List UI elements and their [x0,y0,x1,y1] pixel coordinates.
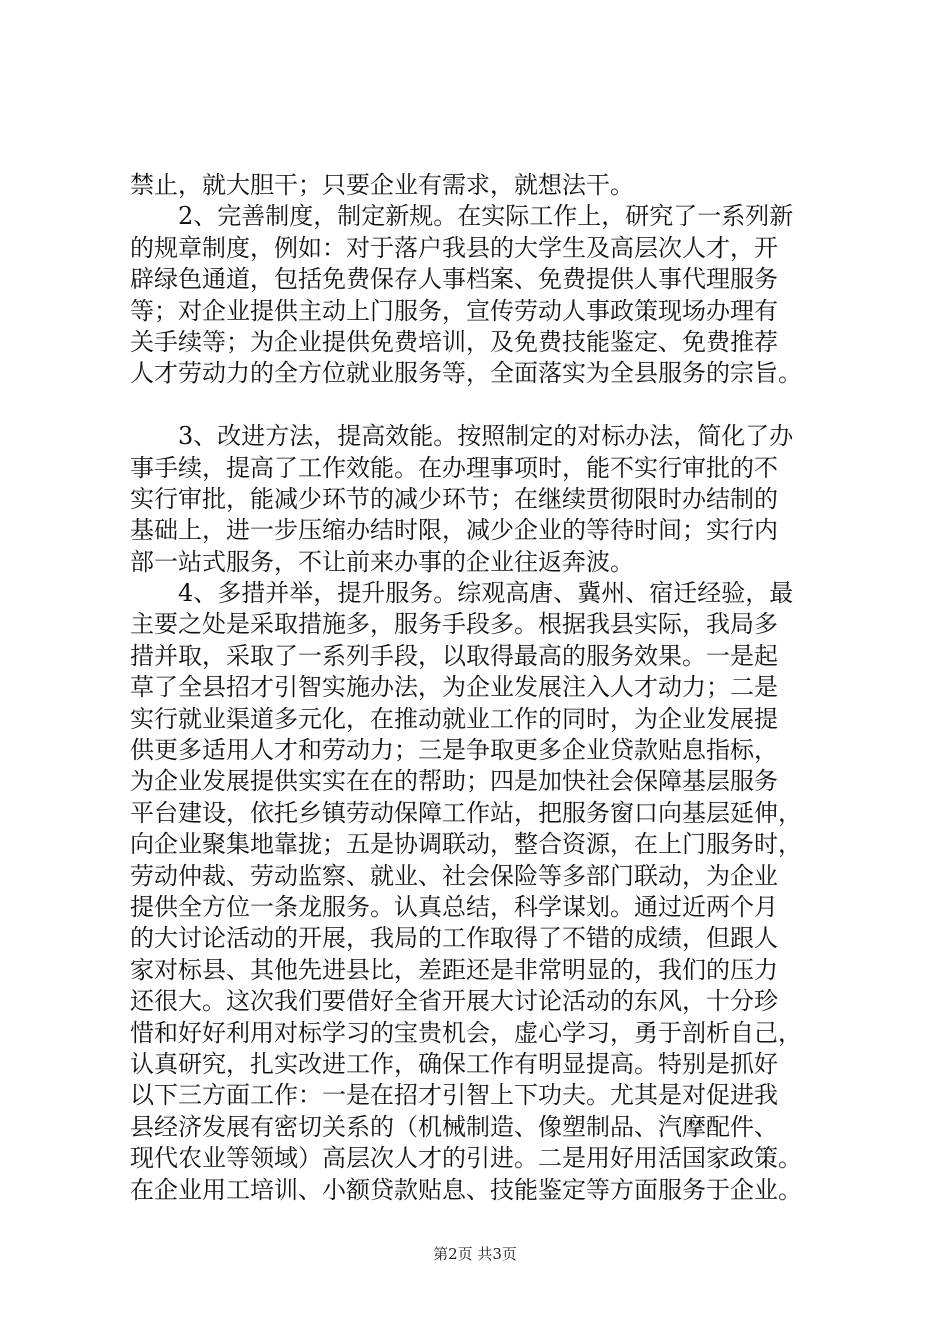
text-line: 家对标县、其他先进县比，差距还是非常明显的，我们的压力 [130,955,778,984]
text-line: 基础上，进一步压缩办结时限，减少企业的等待时间；实行内 [130,516,778,545]
text-line: 辟绿色通道，包括免费保存人事档案、免费提供人事代理服务 [130,265,778,294]
page-footer [0,1243,950,1264]
text-line: 为企业发展提供实实在在的帮助；四是加快社会保障基层服务 [130,767,778,796]
text-line: 关手续等；为企业提供免费培训，及免费技能鉴定、免费推荐 [130,327,778,356]
paragraph-improve-system [130,201,830,389]
paragraph-spacer [130,390,830,421]
text-line: 实行就业渠道多元化，在推动就业工作的同时，为企业发展提 [130,704,778,733]
text-line: 供更多适用人才和劳动力；三是争取更多企业贷款贴息指标， [130,736,778,765]
text-line: 人才劳动力的全方位就业服务等，全面落实为全县服务的宗旨。 [130,359,802,388]
text-line: 还很大。这次我们要借好全省开展大讨论活动的东风，十分珍 [130,987,778,1016]
text-line: 等；对企业提供主动上门服务，宣传劳动人事政策现场办理有 [130,296,778,325]
text-line: 2、完善制度，制定新规。在实际工作上，研究了一系列新 [130,202,794,231]
text-line: 实行审批，能减少环节的减少环节；在继续贯彻限时办结制的 [130,484,778,513]
text-line: 部一站式服务，不让前来办事的企业往返奔波。 [130,547,634,576]
paragraph-continuation [130,170,830,201]
text-line: 主要之处是采取措施多，服务手段多。根据我县实际，我局多 [130,610,778,639]
paragraph-improve-methods [130,421,830,578]
text-line: 以下三方面工作：一是在招才引智上下功夫。尤其是对促进我 [130,1081,778,1110]
text-line: 县经济发展有密切关系的（机械制造、像塑制品、汽摩配件、 [130,1112,778,1141]
text-line: 4、多措并举，提升服务。综观高唐、冀州、宿迁经验，最 [130,579,794,608]
text-line: 提供全方位一条龙服务。认真总结，科学谋划。通过近两个月 [130,892,778,921]
text-line: 草了全县招才引智实施办法，为企业发展注入人才动力；二是 [130,673,778,702]
text-line: 劳动仲裁、劳动监察、就业、社会保险等多部门联动，为企业 [130,861,778,890]
document-body [130,170,830,1206]
page-number: 第2页 共3页 [433,1245,517,1263]
text-line: 措并取，采取了一系列手段，以取得最高的服务效果。一是起 [130,641,778,670]
text-line: 的大讨论活动的开展，我局的工作取得了不错的成绩，但跟人 [130,924,778,953]
text-line: 禁止，就大胆干；只要企业有需求，就想法干。 [130,171,634,199]
text-line: 向企业聚集地靠拢；五是协调联动，整合资源，在上门服务时， [130,830,802,859]
text-line: 的规章制度，例如：对于落户我县的大学生及高层次人才，开 [130,233,778,262]
text-line: 在企业用工培训、小额贷款贴息、技能鉴定等方面服务于企业。 [130,1175,802,1204]
text-line: 惜和好好利用对标学习的宝贵机会，虚心学习，勇于剖析自己， [130,1018,802,1047]
text-line: 认真研究，扎实改进工作，确保工作有明显提高。特别是抓好 [130,1049,778,1078]
text-line: 现代农业等领域）高层次人才的引进。二是用好用活国家政策。 [130,1144,802,1173]
paragraph-multiple-measures [130,578,830,1206]
text-line: 3、改进方法，提高效能。按照制定的对标办法，简化了办 [130,422,794,451]
text-line: 平台建设，依托乡镇劳动保障工作站，把服务窗口向基层延伸， [130,798,802,827]
text-line: 事手续，提高了工作效能。在办理事项时，能不实行审批的不 [130,453,778,482]
